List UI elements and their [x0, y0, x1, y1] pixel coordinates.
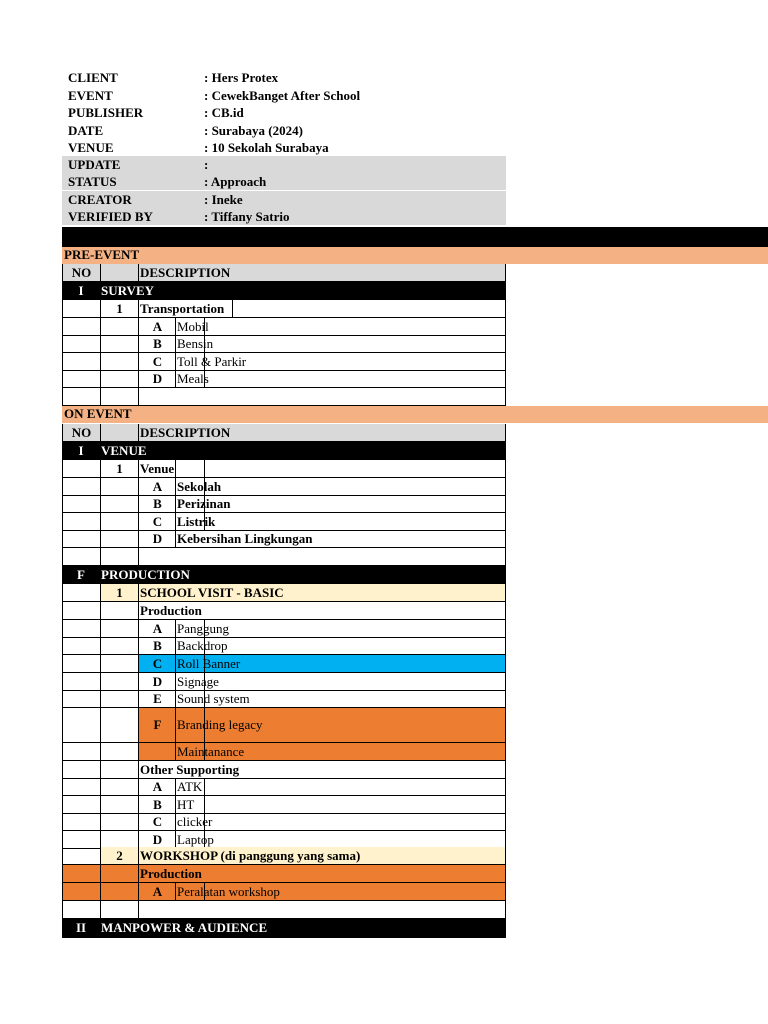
- cell-empty: [100, 813, 138, 830]
- col-sep: [204, 831, 205, 848]
- cell-empty: [138, 901, 139, 918]
- manpower-group-row: [62, 918, 506, 938]
- item-label: Kebersihan Lingkungan: [177, 531, 313, 546]
- cell-empty: [62, 761, 100, 778]
- cell-empty: [100, 883, 138, 900]
- item-code: B: [138, 796, 176, 813]
- group-label: VENUE: [101, 443, 147, 458]
- pre-group-row: [62, 282, 506, 300]
- status-value: : Approach: [204, 174, 267, 189]
- col-sep: [204, 796, 205, 813]
- production-label: Production: [140, 866, 202, 881]
- item-label: Toll & Parkir: [177, 354, 247, 369]
- sub-label: Transportation: [140, 301, 225, 316]
- item-label: Sound system: [177, 691, 250, 706]
- verified-value: : Tiffany Satrio: [204, 209, 290, 224]
- group-label: PRODUCTION: [101, 567, 190, 582]
- item-label: clicker: [177, 814, 213, 829]
- cell-empty: [62, 513, 100, 530]
- col-sep: [204, 495, 205, 512]
- sub-label: SCHOOL VISIT - BASIC: [138, 584, 505, 601]
- venue-group-row: [62, 442, 506, 460]
- cell-empty: [62, 778, 100, 795]
- cell-empty: [62, 548, 100, 565]
- item-label: ATK: [177, 779, 203, 794]
- col-sep: [204, 460, 205, 477]
- school-visit-row: [62, 584, 506, 602]
- cell-empty: [62, 584, 100, 601]
- item-code: E: [138, 690, 176, 707]
- item-label: Listrik: [177, 514, 216, 529]
- cell-empty: [100, 335, 138, 352]
- other-item-row: [62, 778, 506, 796]
- pre-item-row: [62, 370, 506, 388]
- group-label: MANPOWER & AUDIENCE: [101, 920, 268, 935]
- item-label: HT: [177, 797, 195, 812]
- sub-label: Venue: [140, 461, 175, 476]
- cell-empty: [62, 901, 100, 918]
- cell-empty: [62, 300, 100, 317]
- client-label: CLIENT: [68, 70, 118, 85]
- header-no: NO: [62, 264, 100, 281]
- venue-item-row: [62, 478, 506, 496]
- col-sep: [204, 620, 205, 637]
- pre-header-row: [62, 264, 506, 282]
- pre-item-row: [62, 335, 506, 353]
- cell-empty: [100, 370, 138, 387]
- cell-empty: [62, 655, 100, 672]
- section-pre-event: [62, 247, 768, 264]
- cell-empty: [100, 690, 138, 707]
- workshop-production-row: [62, 865, 506, 883]
- prod-item-row: [62, 620, 506, 638]
- col-sep: [204, 883, 205, 900]
- item-label: Meals: [177, 371, 209, 386]
- cell-empty: [62, 353, 100, 370]
- col-sep: [204, 353, 205, 370]
- venue-empty-row: [62, 548, 506, 566]
- cell-empty: [100, 761, 138, 778]
- group-no: I: [78, 283, 84, 298]
- col-sep: [204, 513, 205, 530]
- cell-empty: [62, 690, 100, 707]
- cell-empty: [62, 388, 100, 405]
- col-sep: [204, 318, 205, 335]
- item-code: A: [138, 318, 176, 335]
- venue-sub-row: [62, 460, 506, 478]
- cell-empty: [62, 318, 100, 335]
- section-on-event: [62, 406, 768, 423]
- cell-empty: [62, 530, 100, 547]
- item-code: C: [138, 353, 176, 370]
- cell-empty: [62, 831, 100, 848]
- cell-empty: [100, 513, 138, 530]
- publisher-value: : CB.id: [204, 105, 244, 120]
- cell-empty: [62, 602, 100, 619]
- sub-no: 1: [100, 460, 138, 477]
- production-group-row: [62, 566, 506, 584]
- event-value: : CewekBanget After School: [204, 88, 361, 103]
- item-label: Roll Banner: [175, 655, 505, 672]
- item-code: B: [138, 495, 176, 512]
- item-code: C: [138, 655, 176, 672]
- item-label: Bensin: [177, 336, 214, 351]
- cell-empty: [138, 388, 139, 405]
- meta-venue: [62, 139, 506, 156]
- cell-empty: [62, 460, 100, 477]
- date-value: : Surabaya (2024): [204, 123, 303, 138]
- group-no: I: [78, 443, 84, 458]
- item-code: D: [138, 831, 176, 848]
- cell-empty: [62, 847, 100, 864]
- col-sep: [204, 673, 205, 690]
- cell-empty: [100, 831, 138, 848]
- meta-date: [62, 122, 506, 139]
- item-code: B: [138, 637, 176, 654]
- cell-empty: [100, 548, 138, 565]
- col-sep: [204, 637, 205, 654]
- cell-empty: [100, 637, 138, 654]
- item-label: Mobil: [177, 319, 209, 334]
- header-spacer: [100, 424, 138, 441]
- prod-item-row: [62, 637, 506, 655]
- item-label: Branding legacy: [175, 708, 505, 742]
- other-item-row: [62, 813, 506, 831]
- maintenance-label: Maintanance: [175, 743, 505, 760]
- item-label: Peralatan workshop: [177, 884, 280, 899]
- col-sep: [204, 655, 205, 672]
- production-label: Production: [140, 603, 202, 618]
- pre-item-row: [62, 353, 506, 371]
- item-label: Sekolah: [177, 479, 222, 494]
- group-label: SURVEY: [101, 283, 154, 298]
- item-code: A: [138, 620, 176, 637]
- header-description: DESCRIPTION: [140, 425, 231, 440]
- cell-empty: [100, 388, 138, 405]
- col-sep: [232, 300, 233, 317]
- venue-item-row: [62, 513, 506, 531]
- venue-item-row: [62, 530, 506, 548]
- cell-empty: [138, 743, 176, 760]
- divider-bar: [62, 227, 768, 247]
- meta-event: [62, 87, 506, 104]
- col-sep: [204, 778, 205, 795]
- other-item-row: [62, 796, 506, 814]
- verified-label: VERIFIED BY: [68, 209, 153, 224]
- item-code: D: [138, 673, 176, 690]
- group-no: II: [75, 920, 87, 935]
- prod-item-row-highlight: [62, 655, 506, 673]
- col-sep: [175, 460, 176, 477]
- col-sep: [204, 690, 205, 707]
- group-no: F: [77, 567, 85, 582]
- item-code: A: [138, 883, 176, 900]
- cell-empty: [62, 335, 100, 352]
- prod-item-row: [62, 673, 506, 691]
- meta-status: [62, 173, 506, 190]
- production-label-row: [62, 602, 506, 620]
- venue-value: : 10 Sekolah Surabaya: [204, 140, 329, 155]
- header-description: DESCRIPTION: [140, 265, 231, 280]
- cell-empty: [100, 778, 138, 795]
- cell-empty: [62, 865, 100, 882]
- item-label: Panggung: [177, 621, 229, 636]
- meta-publisher: [62, 104, 506, 121]
- cell-empty: [100, 673, 138, 690]
- col-sep: [204, 743, 205, 760]
- cell-empty: [100, 655, 138, 672]
- other-label: Other Supporting: [140, 762, 240, 777]
- cell-empty: [138, 548, 139, 565]
- col-sep: [204, 813, 205, 830]
- pre-sub-row: [62, 300, 506, 318]
- item-label: Backdrop: [177, 638, 228, 653]
- cell-empty: [62, 883, 100, 900]
- item-code: D: [138, 530, 176, 547]
- item-label: Perizinan: [177, 496, 231, 511]
- col-sep: [204, 708, 205, 742]
- item-code: C: [138, 813, 176, 830]
- sub-no: 1: [100, 300, 138, 317]
- col-sep: [204, 370, 205, 387]
- status-label: STATUS: [68, 174, 117, 189]
- cell-empty: [62, 620, 100, 637]
- header-no: NO: [62, 424, 100, 441]
- cell-empty: [62, 637, 100, 654]
- cell-empty: [100, 530, 138, 547]
- cell-empty: [62, 478, 100, 495]
- item-label: Signage: [177, 674, 219, 689]
- pre-item-row: [62, 318, 506, 336]
- cell-empty: [100, 495, 138, 512]
- meta-creator: [62, 191, 506, 208]
- creator-value: : Ineke: [204, 192, 243, 207]
- date-label: DATE: [68, 123, 104, 138]
- section-title: PRE-EVENT: [64, 247, 140, 262]
- section-title: ON EVENT: [64, 406, 132, 421]
- update-label: UPDATE: [68, 157, 121, 172]
- cell-empty: [62, 813, 100, 830]
- item-code: F: [138, 708, 176, 742]
- cell-empty: [62, 370, 100, 387]
- cell-empty: [100, 318, 138, 335]
- cell-empty: [100, 743, 138, 760]
- workshop-row: [62, 847, 506, 865]
- item-label: Laptop: [177, 832, 214, 847]
- cell-empty: [100, 796, 138, 813]
- col-sep: [204, 335, 205, 352]
- meta-update: [62, 156, 506, 173]
- other-supporting-row: [62, 761, 506, 779]
- cell-empty: [62, 673, 100, 690]
- meta-verified: [62, 208, 506, 225]
- prod-item-row: [62, 690, 506, 708]
- col-sep: [204, 478, 205, 495]
- workshop-item-row: [62, 883, 506, 901]
- sub-no: 1: [100, 584, 138, 601]
- prod-item-row-branding: [62, 708, 506, 743]
- client-value: : Hers Protex: [204, 70, 279, 85]
- item-code: D: [138, 370, 176, 387]
- item-code: A: [138, 778, 176, 795]
- workshop-empty-row: [62, 901, 506, 919]
- item-code: A: [138, 478, 176, 495]
- on-header-row: [62, 424, 506, 442]
- cell-empty: [100, 620, 138, 637]
- creator-label: CREATOR: [68, 192, 132, 207]
- publisher-label: PUBLISHER: [68, 105, 144, 120]
- cell-empty: [100, 865, 138, 882]
- pre-empty-row: [62, 388, 506, 406]
- venue-item-row: [62, 495, 506, 513]
- venue-label: VENUE: [68, 140, 114, 155]
- cell-empty: [100, 353, 138, 370]
- cell-empty: [62, 796, 100, 813]
- sub-no: 2: [100, 847, 138, 864]
- maintenance-row: [62, 743, 506, 761]
- event-label: EVENT: [68, 88, 113, 103]
- meta-client: [62, 69, 506, 86]
- cell-empty: [62, 495, 100, 512]
- sub-label: WORKSHOP (di panggung yang sama): [138, 847, 505, 864]
- item-code: B: [138, 335, 176, 352]
- item-code: C: [138, 513, 176, 530]
- cell-empty: [100, 478, 138, 495]
- cell-empty: [62, 708, 100, 742]
- update-value: :: [204, 157, 209, 172]
- cell-empty: [100, 708, 138, 742]
- cell-empty: [62, 743, 100, 760]
- cell-empty: [100, 602, 138, 619]
- cell-empty: [100, 901, 138, 918]
- header-spacer: [100, 264, 138, 281]
